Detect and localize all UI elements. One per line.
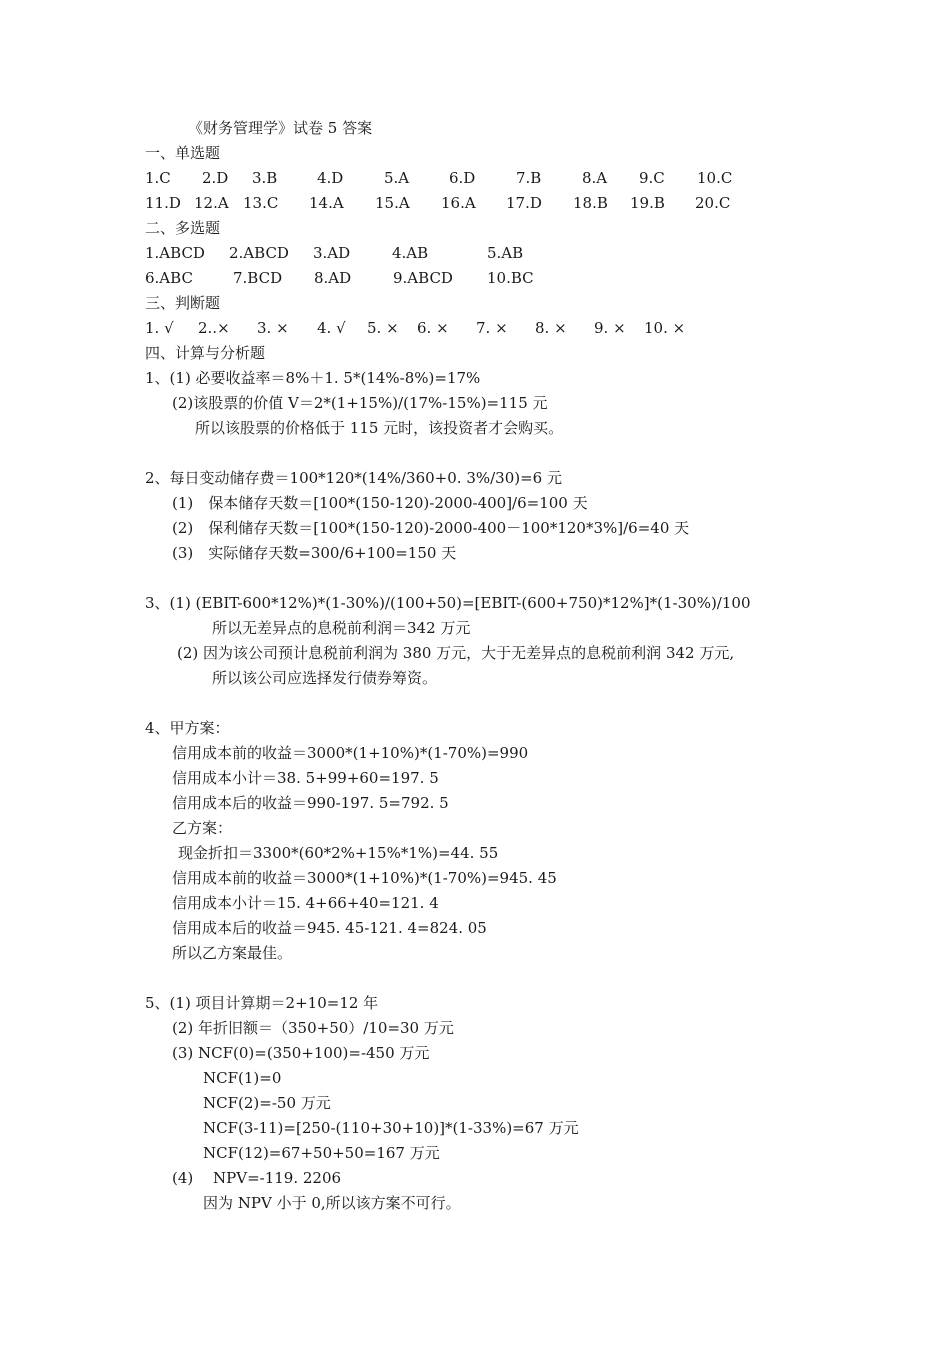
answer-item: 3. × [257, 319, 289, 337]
q2-line: 2、每日变动储存费＝100*120*(14%/360+0. 3%/30)=6 元 [145, 469, 562, 487]
section-heading-calculation: 四、计算与分析题 [145, 344, 266, 362]
answer-item: 4.AB [392, 244, 429, 262]
answer-item: 14.A [309, 194, 344, 212]
answer-item: 1.C [145, 169, 171, 187]
answer-item: 10. × [644, 319, 686, 337]
answer-item: 16.A [441, 194, 476, 212]
answer-item: 20.C [695, 194, 731, 212]
q3-line: (2) 因为该公司预计息税前利润为 380 万元，大于无差异点的息税前利润 342 万元, [177, 644, 735, 662]
q4-line: 信用成本小计＝38. 5+99+60=197. 5 [172, 769, 439, 787]
q4-line: 信用成本后的收益＝945. 45-121. 4=824. 05 [172, 919, 487, 937]
answer-item: 6.ABC [145, 269, 193, 287]
answer-item: 12.A [194, 194, 229, 212]
q4-line: 信用成本小计＝15. 4+66+40=121. 4 [172, 894, 439, 912]
q4-line: 所以乙方案最佳。 [172, 944, 293, 962]
q2-line: (1) 保本储存天数＝[100*(150-120)-2000-400]/6=100 天 [172, 494, 588, 512]
section-heading-true-false: 三、判断题 [145, 294, 221, 312]
q4-line: 乙方案： [172, 819, 233, 837]
q5-line: NCF(3-11)=[250-(110+30+10)]*(1-33%)=67 万元 [203, 1119, 579, 1137]
answer-item: 6.D [449, 169, 476, 187]
answer-item: 8.A [582, 169, 608, 187]
q5-line: (4) NPV=-119. 2206 [172, 1169, 342, 1187]
answer-item: 11.D [145, 194, 181, 212]
answer-item: 13.C [243, 194, 279, 212]
q3-line: 所以无差异点的息税前利润＝342 万元 [212, 619, 471, 637]
answer-item: 2.D [202, 169, 229, 187]
q5-line: 因为 NPV 小于 0,所以该方案不可行。 [203, 1194, 461, 1212]
q3-line: 所以该公司应选择发行债券筹资。 [212, 669, 438, 687]
answer-item: 4. √ [317, 319, 346, 337]
q1-line: (2)该股票的价值 V＝2*(1+15%)/(17%-15%)=115 元 [172, 394, 548, 412]
answer-item: 9. × [594, 319, 626, 337]
document-title: 《财务管理学》试卷 5 答案 [188, 119, 373, 137]
answer-item: 10.BC [487, 269, 534, 287]
q5-line: (2) 年折旧额＝（350+50）/10=30 万元 [172, 1019, 454, 1037]
q5-line: 5、(1) 项目计算期＝2+10=12 年 [145, 994, 379, 1012]
answer-item: 17.D [506, 194, 542, 212]
answer-item: 2.ABCD [229, 244, 289, 262]
answer-item: 15.A [375, 194, 410, 212]
q5-line: NCF(12)=67+50+50=167 万元 [203, 1144, 440, 1162]
answer-item: 19.B [630, 194, 665, 212]
q4-line: 信用成本前的收益＝3000*(1+10%)*(1-70%)=945. 45 [172, 869, 557, 887]
section-heading-multiple-choice: 二、多选题 [145, 219, 221, 237]
q5-line: NCF(1)=0 [203, 1069, 282, 1087]
answer-item: 18.B [573, 194, 608, 212]
answer-item: 7. × [476, 319, 508, 337]
q2-line: (3) 实际储存天数=300/6+100=150 天 [172, 544, 457, 562]
q4-line: 现金折扣＝3300*(60*2%+15%*1%)=44. 55 [178, 844, 499, 862]
answer-item: 3.AD [313, 244, 351, 262]
q2-line: (2) 保利储存天数＝[100*(150-120)-2000-400－100*120*3%]/6=40 天 [172, 519, 690, 537]
q5-line: (3) NCF(0)=(350+100)=-450 万元 [172, 1044, 430, 1062]
answer-item: 5. × [367, 319, 399, 337]
answer-item: 6. × [417, 319, 449, 337]
answer-item: 8.AD [314, 269, 352, 287]
section-heading-single-choice: 一、单选题 [145, 144, 221, 162]
q5-line: NCF(2)=-50 万元 [203, 1094, 331, 1112]
answer-item: 5.A [384, 169, 410, 187]
q1-line: 所以该股票的价格低于 115 元时，该投资者才会购买。 [195, 419, 564, 437]
answer-item: 8. × [535, 319, 567, 337]
answer-item: 7.BCD [233, 269, 283, 287]
answer-item: 7.B [516, 169, 542, 187]
q1-line: 1、(1) 必要收益率＝8%＋1. 5*(14%-8%)=17% [145, 369, 481, 387]
answer-item: 9.C [639, 169, 665, 187]
answer-item: 4.D [317, 169, 344, 187]
answer-item: 1.ABCD [145, 244, 205, 262]
answer-item: 5.AB [487, 244, 524, 262]
answer-item: 9.ABCD [393, 269, 453, 287]
answer-item: 1. √ [145, 319, 174, 337]
answer-item: 3.B [252, 169, 278, 187]
q3-line: 3、(1) (EBIT-600*12%)*(1-30%)/(100+50)=[EBIT-(600+750)*12%]*(1-30%)/100 [145, 594, 751, 612]
q4-line: 4、甲方案： [145, 719, 230, 737]
answer-item: 2..× [198, 319, 230, 337]
q4-line: 信用成本前的收益＝3000*(1+10%)*(1-70%)=990 [172, 744, 529, 762]
answer-item: 10.C [697, 169, 733, 187]
q4-line: 信用成本后的收益＝990-197. 5=792. 5 [172, 794, 449, 812]
